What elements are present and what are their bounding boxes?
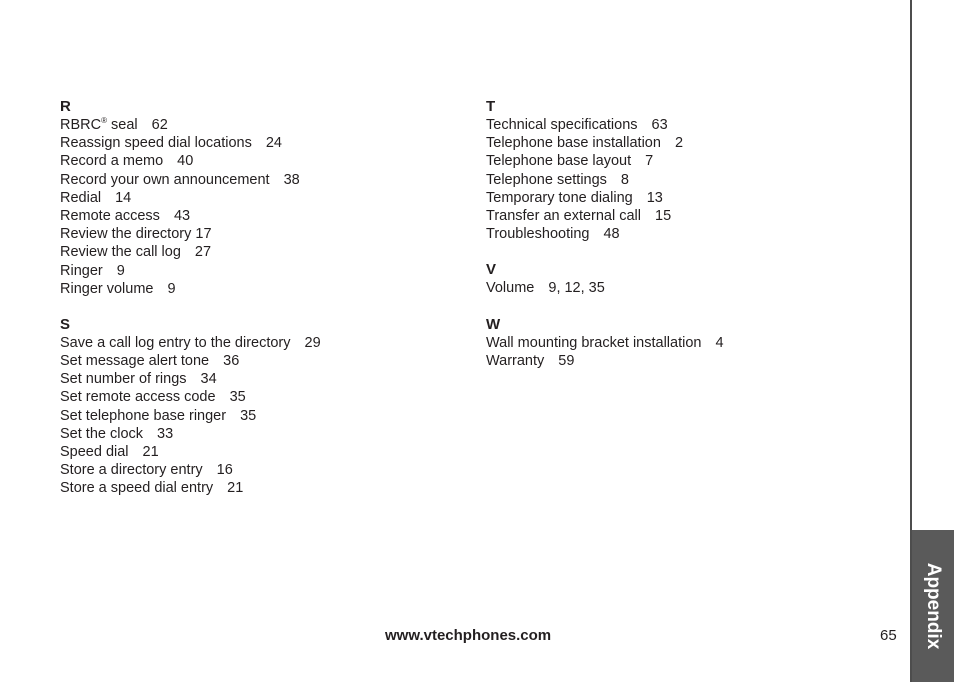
index-entry-page: 35 [240, 407, 257, 424]
index-entry-term: Ringer volume [60, 280, 154, 297]
index-entry [60, 388, 321, 406]
index-entry [486, 334, 724, 352]
index-section-r [60, 97, 321, 298]
index-entry [486, 171, 724, 189]
index-section-letter: T [486, 98, 496, 115]
index-entry-term: Telephone settings [486, 171, 607, 188]
index-entry-term: Set remote access code [60, 389, 216, 406]
index-entry-page: 62 [151, 117, 168, 133]
index-section-v [486, 260, 724, 297]
index-entry [486, 352, 724, 370]
index-column-left [60, 97, 321, 515]
index-entry-term: Review the call log [60, 244, 181, 261]
index-entry [60, 152, 321, 170]
index-entry-term: Telephone base installation [486, 135, 661, 152]
index-entry-term: Set message alert tone [60, 353, 210, 370]
index-entry-page: 38 [283, 171, 300, 188]
index-entry-term: Temporary tone dialing [486, 189, 633, 206]
index-entry-page: 63 [651, 117, 668, 133]
index-entry [60, 370, 321, 388]
index-entry [60, 479, 321, 497]
index-entry-term: Warranty [486, 352, 545, 369]
index-entry-page: 40 [177, 153, 194, 170]
index-entry-page: 9 [167, 280, 176, 297]
index-entry-page: 9 [116, 262, 125, 279]
index-entry-term: Telephone base layout [486, 153, 632, 170]
index-entry [60, 334, 321, 352]
index-entry [486, 207, 724, 225]
index-entry-page: 34 [200, 371, 217, 388]
index-entry-page: 14 [115, 189, 132, 206]
index-entry-page: 21 [227, 480, 244, 497]
index-entry-page: 29 [304, 334, 321, 351]
index-entry-page: 9, 12, 35 [548, 280, 605, 297]
index-entry [486, 152, 724, 170]
index-entry-term: Set the clock [60, 425, 144, 442]
index-entry-term: Speed dial [60, 444, 129, 460]
appendix-tab-label: Appendix [923, 562, 944, 650]
index-entry [60, 171, 321, 189]
index-entry-term: Record a memo [60, 153, 164, 170]
index-entry-term: Set telephone base ringer [60, 407, 227, 424]
index-section-letter: W [486, 315, 501, 333]
index-entry-page: 15 [655, 207, 672, 224]
index-entry-page: 16 [216, 462, 233, 479]
index-entry-term: Wall mounting bracket installation [486, 334, 702, 351]
index-entry-term: Reassign speed dial locations [60, 135, 252, 152]
page-number: 65 [880, 627, 897, 644]
index-entry-term: Remote access [60, 207, 160, 224]
index-entry [60, 225, 321, 243]
index-entry [60, 407, 321, 425]
index-entry [60, 280, 321, 298]
index-entry-page: 7 [645, 153, 654, 170]
index-entry [60, 352, 321, 370]
index-entry-page: 43 [173, 207, 191, 224]
index-entry-page: 13 [646, 189, 663, 206]
index-column-right [486, 97, 724, 387]
index-entry-term: Set number of rings [60, 371, 187, 388]
index-entry-page: 24 [265, 135, 282, 152]
index-entry [60, 262, 321, 280]
index-entry [486, 134, 724, 152]
index-entry-term: Save a call log entry to the directory [60, 334, 291, 351]
index-entry [60, 189, 321, 207]
index-entry-page: 2 [674, 135, 684, 152]
index-entry [60, 461, 321, 479]
index-section-letter: S [60, 315, 71, 333]
index-entry-page: 33 [157, 425, 174, 442]
index-entry-term: Record your own announcement [60, 171, 270, 188]
index-section-t [486, 97, 724, 243]
index-entry-term: Review the directory 17 [60, 226, 212, 243]
index-entry [486, 189, 724, 207]
index-entry-term: Ringer [60, 262, 103, 279]
index-entry [60, 425, 321, 443]
index-section-s [60, 315, 321, 498]
index-entry-page: 59 [558, 352, 575, 369]
index-entry-term: Store a speed dial entry [60, 480, 214, 497]
index-entry-term: Redial [60, 189, 102, 206]
index-entry-page: 27 [194, 244, 212, 261]
index-entry-term: Technical specifications [486, 117, 638, 133]
index-entry-page: 35 [229, 389, 246, 406]
index-entry-term-suffix: seal [107, 117, 138, 133]
index-entry-page: 21 [142, 444, 159, 460]
index-entry [60, 443, 321, 461]
index-entry-page: 48 [603, 226, 620, 243]
index-entry-term: Transfer an external call [486, 207, 642, 224]
index-entry [60, 207, 321, 225]
index-entry [60, 116, 321, 134]
index-entry-page: 36 [223, 353, 240, 370]
index-entry-term: RBRC [60, 117, 102, 133]
appendix-side-tab [912, 530, 954, 682]
registered-mark: ® [101, 116, 107, 126]
index-section-w [486, 315, 724, 370]
index-entry-term: Troubleshooting [486, 226, 590, 243]
index-entry [60, 134, 321, 152]
index-entry-term: Store a directory entry [60, 462, 203, 479]
footer-url: www.vtechphones.com [385, 627, 552, 644]
index-entry [486, 279, 724, 297]
index-entry-page: 4 [715, 334, 724, 351]
index-entry-term: Volume [486, 280, 535, 297]
index-entry-page: 8 [620, 171, 629, 188]
index-entry [486, 116, 724, 134]
index-section-letter: R [60, 98, 71, 115]
index-section-letter: V [486, 261, 497, 279]
index-entry [60, 243, 321, 261]
index-entry [486, 225, 724, 243]
